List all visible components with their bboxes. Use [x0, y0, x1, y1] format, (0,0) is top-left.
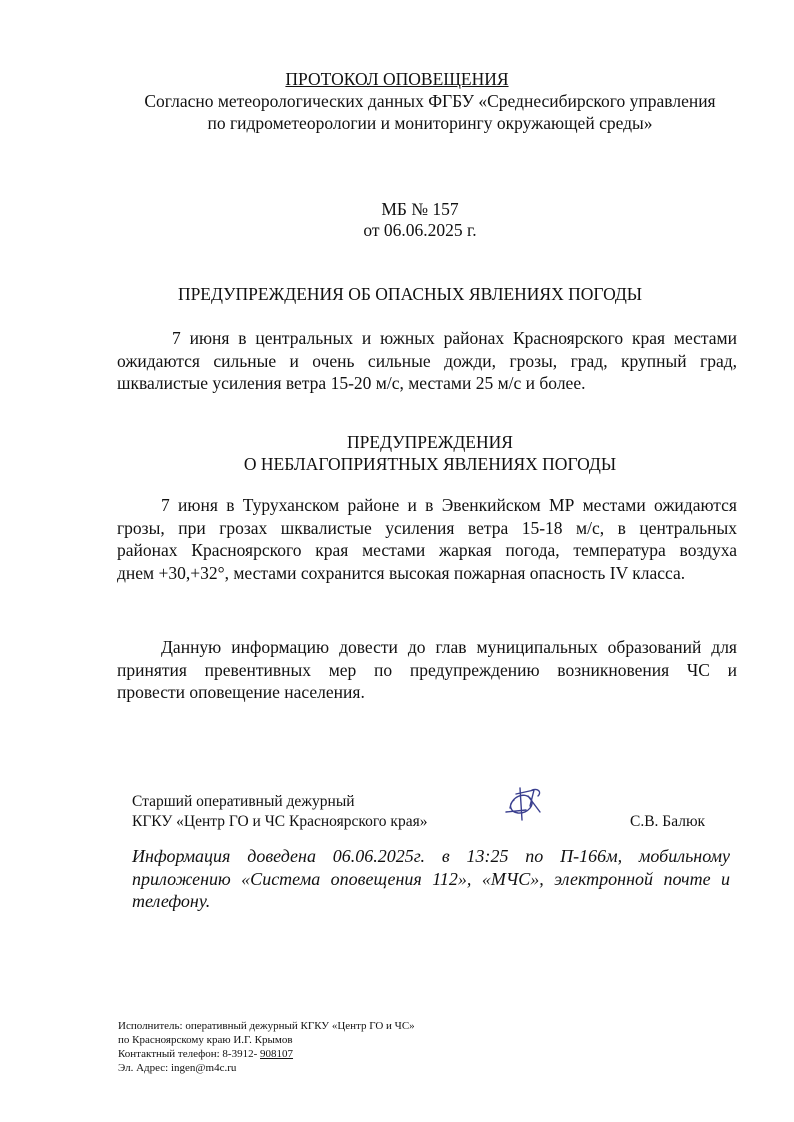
- unfavorable-heading-line1: ПРЕДУПРЕЖДЕНИЯ: [347, 432, 513, 452]
- instruction-line-2: принятия превентивных мер по предупреждению возникновения ЧС и: [117, 659, 737, 680]
- protocol-subtitle: [60, 90, 794, 134]
- unfavorable-line-1: 7 июня в Туруханском районе и в Эвенкийском МР местами ожидаются: [161, 495, 737, 515]
- delivery-note-line-1: Информация доведена 06.06.2025г. в 13:25 по П-166м, мобильному: [132, 846, 730, 866]
- delivery-note-line-2: приложению «Система оповещения 112», «МЧС», электронной почте и: [132, 868, 730, 889]
- dangerous-warnings-heading: [0, 283, 794, 305]
- signatory-name-text: С.В. Балюк: [630, 813, 706, 830]
- dangerous-warnings-text: [117, 327, 737, 395]
- bulletin-number: МБ № 157: [381, 199, 459, 219]
- delivery-note: [132, 845, 730, 913]
- contact-phone-label: Контактный телефон: 8-3912-: [118, 1048, 261, 1060]
- dangerous-line-3: шквалистые усиления ветра 15-20 м/с, местами 25 м/с и более.: [117, 373, 586, 393]
- signatory-position-line2: КГКУ «Центр ГО и ЧС Красноярского края»: [132, 813, 428, 830]
- instruction-line-1: Данную информацию довести до глав муниципальных образований для: [161, 637, 737, 657]
- unfavorable-warnings-heading: [0, 431, 794, 475]
- protocol-title-text: ПРОТОКОЛ ОПОВЕЩЕНИЯ: [285, 69, 509, 89]
- signature-mark-icon: [500, 782, 550, 828]
- bulletin-date: от 06.06.2025 г.: [363, 220, 477, 240]
- contact-email: Эл. Адрес: ingen@m4c.ru: [118, 1062, 237, 1074]
- protocol-subtitle-line1: Согласно метеорологических данных ФГБУ «Среднесибирского управления: [144, 91, 716, 111]
- signatory-position: [132, 792, 492, 832]
- signatory-position-line1: Старший оперативный дежурный: [132, 793, 355, 810]
- unfavorable-line-4: днем +30,+32°, местами сохранится высокая пожарная опасность IV класса.: [117, 562, 686, 583]
- unfavorable-heading-line2: О НЕБЛАГОПРИЯТНЫХ ЯВЛЕНИЯХ ПОГОДЫ: [243, 454, 617, 474]
- unfavorable-line-2: грозы, при грозах шквалистые усиления ветра 15-18 м/с, в центральных: [117, 517, 737, 538]
- dangerous-line-1: 7 июня в центральных и южных районах Красноярского края местами: [172, 328, 737, 348]
- bulletin-number-block: [0, 199, 794, 241]
- dangerous-line-2: ожидаются сильные и очень сильные дожди, грозы, град, крупный град,: [117, 350, 737, 371]
- instruction-text: [117, 636, 737, 704]
- executor-line-2: по Красноярскому краю И.Г. Крымов: [118, 1034, 293, 1046]
- signatory-name: [630, 812, 730, 832]
- executor-footer: [118, 1019, 498, 1075]
- dangerous-warnings-heading-text: ПРЕДУПРЕЖДЕНИЯ ОБ ОПАСНЫХ ЯВЛЕНИЯХ ПОГОДЫ: [177, 284, 643, 304]
- protocol-subtitle-line2: по гидрометеорологии и мониторингу окружающей среды»: [207, 113, 653, 133]
- unfavorable-warnings-text: [117, 494, 737, 584]
- handwritten-signature: [500, 782, 550, 828]
- unfavorable-line-3: районах Красноярского края местами жаркая погода, температура воздуха: [117, 540, 737, 560]
- protocol-title: [0, 68, 794, 90]
- delivery-note-line-3: телефону.: [132, 891, 211, 911]
- contact-phone-number: 908107: [260, 1048, 294, 1060]
- executor-line-1: Исполнитель: оперативный дежурный КГКУ «Центр ГО и ЧС»: [118, 1020, 415, 1032]
- contact-phone: [118, 1047, 498, 1061]
- instruction-line-3: провести оповещение населения.: [117, 682, 365, 702]
